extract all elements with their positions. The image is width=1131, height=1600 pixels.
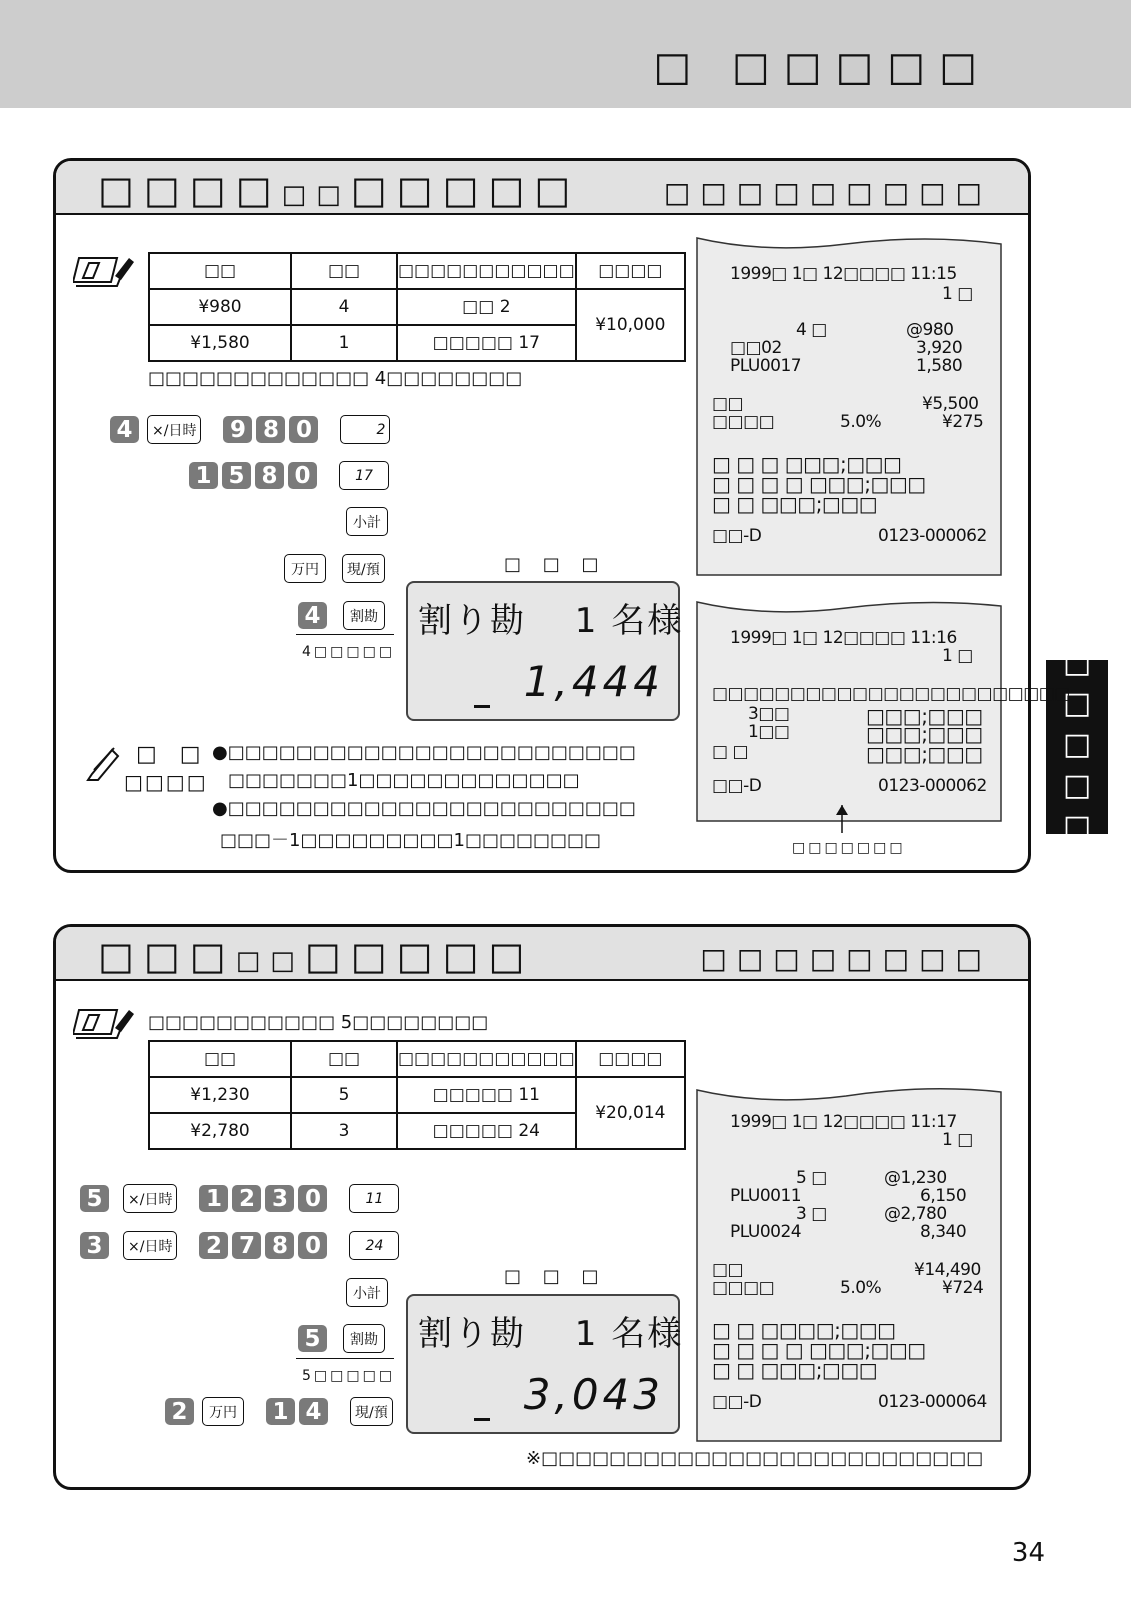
receipt-item: PLU0011 <box>730 1186 802 1206</box>
receipt-amount: 1,580 <box>916 356 963 376</box>
receipt-qty: 3 □ <box>796 1204 827 1224</box>
display-cursor <box>474 705 490 708</box>
key-digit[interactable]: 0 <box>289 416 318 443</box>
key-row-2 <box>189 461 389 490</box>
receipt-tax: ¥724 <box>942 1278 984 1298</box>
receipt-subtotal: ¥14,490 <box>914 1260 981 1280</box>
receipt-item: PLU0024 <box>730 1222 802 1242</box>
receipt-tax-rate: 5.0% <box>840 412 882 432</box>
man-yen-key[interactable]: 万円 <box>202 1397 244 1426</box>
receipt-2 <box>696 590 1070 822</box>
receipt-line: 3□□ <box>748 704 790 724</box>
key-row-4 <box>298 1324 385 1353</box>
receipt-item: □□02 <box>730 338 782 358</box>
split-key[interactable]: 割勘 <box>343 1324 385 1353</box>
x-date-key[interactable]: ×/日時 <box>123 1231 177 1260</box>
key-digit[interactable]: 4 <box>299 1398 328 1425</box>
key-digit[interactable]: 7 <box>232 1232 261 1259</box>
display-label: □ □ □ <box>504 554 607 575</box>
order-table-1 <box>148 252 686 362</box>
receipt-line: □ □ <box>712 742 749 762</box>
col-header: □□ <box>149 253 291 289</box>
key-digit[interactable]: 2 <box>199 1232 228 1259</box>
key-digit[interactable]: 3 <box>265 1185 294 1212</box>
receipt-line: □ □ □ □□□;□□□ <box>712 452 902 476</box>
receipt-subtotal-label: □□ <box>712 1260 744 1280</box>
price-cell: ¥1,580 <box>149 325 291 361</box>
instruction-text: □□□□□□□□□□□□□ 4□□□□□□□□ <box>148 368 523 389</box>
receipt-tax: ¥275 <box>942 412 984 432</box>
memo-line: □□□□□□□1□□□□□□□□□□□□□ <box>228 770 580 791</box>
dept-key[interactable]: 11 <box>349 1184 399 1213</box>
key-num[interactable]: 5 <box>80 1185 109 1212</box>
key-row-3 <box>346 1278 388 1307</box>
key-digit[interactable]: 0 <box>288 462 317 489</box>
col-header: □□□□□□□□□□□ <box>397 1041 576 1077</box>
receipt-line: □□□;□□□ <box>866 704 983 728</box>
receipt-unit: @2,780 <box>884 1204 947 1224</box>
section-subtitle: □□□□□□□□ <box>700 942 992 975</box>
receipt-footer-label: □□-D <box>712 1392 762 1412</box>
receipt-line: □ □ □ □ □□□;□□□ <box>712 1338 926 1362</box>
memo-line: ●□□□□□□□□□□□□□□□□□□□□□□□□ <box>212 798 636 819</box>
dept-key[interactable]: 24 <box>349 1231 399 1260</box>
qty-cell: 4 <box>291 289 397 325</box>
receipt-line: 1□□ <box>748 722 790 742</box>
receipt-amount: 8,340 <box>920 1222 967 1242</box>
split-key[interactable]: 割勘 <box>343 601 385 630</box>
receipt-amount: 3,920 <box>916 338 963 358</box>
key-digit[interactable]: 1 <box>199 1185 228 1212</box>
lcd-display <box>406 581 684 721</box>
receipt-line: □□□;□□□ <box>866 722 983 746</box>
receipt-subtotal: ¥5,500 <box>922 394 979 414</box>
dept-cell: □□ 2 <box>397 289 576 325</box>
dept-key[interactable]: 17 <box>339 461 389 490</box>
receipt-footer-number: 0123-000062 <box>878 526 987 546</box>
key-digit[interactable]: 1 <box>189 462 218 489</box>
receipt-date: 1999□ 1□ 12□□□□ 11:16 <box>730 628 957 648</box>
key-digit[interactable]: 5 <box>222 462 251 489</box>
receipt-3 <box>696 1076 1002 1442</box>
receipt-date: 1999□ 1□ 12□□□□ 11:15 <box>730 264 957 284</box>
receipt-unit: @1,230 <box>884 1168 947 1188</box>
memo-line: □□□－1□□□□□□□□□1□□□□□□□□ <box>220 830 602 851</box>
receipt-footer-label: □□-D <box>712 776 762 796</box>
receipt-unit: @980 <box>906 320 954 340</box>
receipt-no: 1 □ <box>942 1130 973 1150</box>
key-digit[interactable]: 2 <box>232 1185 261 1212</box>
col-header: □□ <box>291 1041 397 1077</box>
key-row-4 <box>284 554 385 583</box>
receipt-footer-number: 0123-000062 <box>878 776 987 796</box>
key-digit[interactable]: 0 <box>298 1232 327 1259</box>
receipt-line: □ □ □□□;□□□ <box>712 1358 878 1382</box>
dept-cell: □□□□□ 24 <box>397 1113 576 1149</box>
arrow-caption: □□□□□□□ <box>792 840 906 856</box>
receipt-no: 1 □ <box>942 284 973 304</box>
dept-key[interactable]: 2 <box>340 415 390 444</box>
key-num[interactable]: 3 <box>80 1232 109 1259</box>
key-digit[interactable]: 1 <box>266 1398 295 1425</box>
pencil-note-icon <box>73 252 135 292</box>
key-digit[interactable]: 9 <box>223 416 252 443</box>
key-row-5 <box>298 601 385 630</box>
receipt-tax-label: □□□□ <box>712 1278 775 1298</box>
key-caption-line <box>296 1358 394 1359</box>
receipt-no: 1 □ <box>942 646 973 666</box>
paid-cell: ¥10,000 <box>576 289 685 361</box>
page-header-title: □ □□□□□ <box>653 44 991 90</box>
pencil-note-icon <box>73 1004 135 1044</box>
receipt-line: □ □ □ □ □□□;□□□ <box>712 472 926 496</box>
col-header: □□ <box>149 1041 291 1077</box>
receipt-date: 1999□ 1□ 12□□□□ 11:17 <box>730 1112 957 1132</box>
paid-cell: ¥20,014 <box>576 1077 685 1149</box>
receipt-item: PLU0017 <box>730 356 802 376</box>
side-tab: □□□□□ <box>1046 660 1108 834</box>
key-digit[interactable]: 8 <box>256 416 285 443</box>
table-row <box>149 289 685 325</box>
order-table-2 <box>148 1040 686 1150</box>
col-header: □□ <box>291 253 397 289</box>
dept-cell: □□□□□ 17 <box>397 325 576 361</box>
x-date-key[interactable]: ×/日時 <box>123 1184 177 1213</box>
section-title: □□□□□□□□□□ <box>98 934 535 978</box>
qty-cell: 3 <box>291 1113 397 1149</box>
display-value: 1,444 <box>523 657 664 706</box>
receipt-amount: 6,150 <box>920 1186 967 1206</box>
col-header: □□□□ <box>576 1041 685 1077</box>
receipt-qty: 5 □ <box>796 1168 827 1188</box>
key-digit[interactable]: 0 <box>298 1185 327 1212</box>
footnote: ※□□□□□□□□□□□□□□□□□□□□□□□□□□ <box>526 1448 984 1469</box>
receipt-tax-rate: 5.0% <box>840 1278 882 1298</box>
key-num[interactable]: 2 <box>165 1398 194 1425</box>
receipt-footer-label: □□-D <box>712 526 762 546</box>
section-subtitle: □□□□□□□□□ <box>663 176 992 209</box>
key-num[interactable]: 5 <box>298 1325 327 1352</box>
price-cell: ¥2,780 <box>149 1113 291 1149</box>
receipt-footer-number: 0123-000064 <box>878 1392 987 1412</box>
col-header: □□□□□□□□□□□ <box>397 253 576 289</box>
subtotal-key[interactable]: 小計 <box>346 1278 388 1307</box>
table-row <box>149 1077 685 1113</box>
cash-key[interactable]: 現/預 <box>350 1397 393 1426</box>
instruction-text: □□□□□□□□□□□ 5□□□□□□□□ <box>148 1012 489 1033</box>
key-num[interactable]: 4 <box>110 416 139 443</box>
man-yen-key[interactable]: 万円 <box>284 554 326 583</box>
x-date-key[interactable]: ×/日時 <box>147 415 201 444</box>
qty-cell: 5 <box>291 1077 397 1113</box>
cash-key[interactable]: 現/預 <box>342 554 385 583</box>
receipt-subtotal-label: □□ <box>712 394 744 414</box>
col-header: □□□□ <box>576 253 685 289</box>
key-num[interactable]: 4 <box>298 602 327 629</box>
memo-line: ●□□□□□□□□□□□□□□□□□□□□□□□□ <box>212 742 636 763</box>
page-number: 34 <box>1011 1538 1045 1568</box>
section-title: □□□□□□□□□□□ <box>98 168 581 212</box>
price-cell: ¥1,230 <box>149 1077 291 1113</box>
subtotal-key[interactable]: 小計 <box>346 507 388 536</box>
receipt-line: □□□;□□□ <box>866 742 983 766</box>
display-line-1: 割り勘 1 名様 <box>418 1314 684 1354</box>
key-row-1 <box>80 1184 399 1213</box>
receipt-line: □ □ □□□;□□□ <box>712 492 878 516</box>
qty-cell: 1 <box>291 325 397 361</box>
arrow-up-icon <box>834 803 850 835</box>
key-caption: 5□□□□□ <box>302 1368 396 1384</box>
key-row-3 <box>346 507 388 536</box>
price-cell: ¥980 <box>149 289 291 325</box>
key-row-2 <box>80 1231 399 1260</box>
key-caption-line <box>296 634 394 635</box>
memo-label: □ □ <box>136 742 209 767</box>
display-value: 3,043 <box>523 1370 664 1419</box>
receipt-qty: 4 □ <box>796 320 827 340</box>
receipt-1 <box>696 226 1002 576</box>
display-label: □ □ □ <box>504 1266 607 1287</box>
key-caption: 4□□□□□ <box>302 644 396 660</box>
key-digit[interactable]: 8 <box>255 462 284 489</box>
receipt-tax-label: □□□□ <box>712 412 775 432</box>
key-row-1 <box>110 415 390 444</box>
receipt-line: □□□□□□□□□□□□□□□□□□□□□□□ <box>712 684 1070 704</box>
display-line-1: 割り勘 1 名様 <box>418 601 684 641</box>
display-cursor <box>474 1418 490 1421</box>
dept-cell: □□□□□ 11 <box>397 1077 576 1113</box>
lcd-display <box>406 1294 684 1434</box>
memo-label: □□□□ <box>124 770 208 794</box>
key-row-5 <box>165 1397 393 1426</box>
receipt-line: □ □ □□□□;□□□ <box>712 1318 896 1342</box>
key-digit[interactable]: 8 <box>265 1232 294 1259</box>
pencil-icon <box>84 744 122 782</box>
